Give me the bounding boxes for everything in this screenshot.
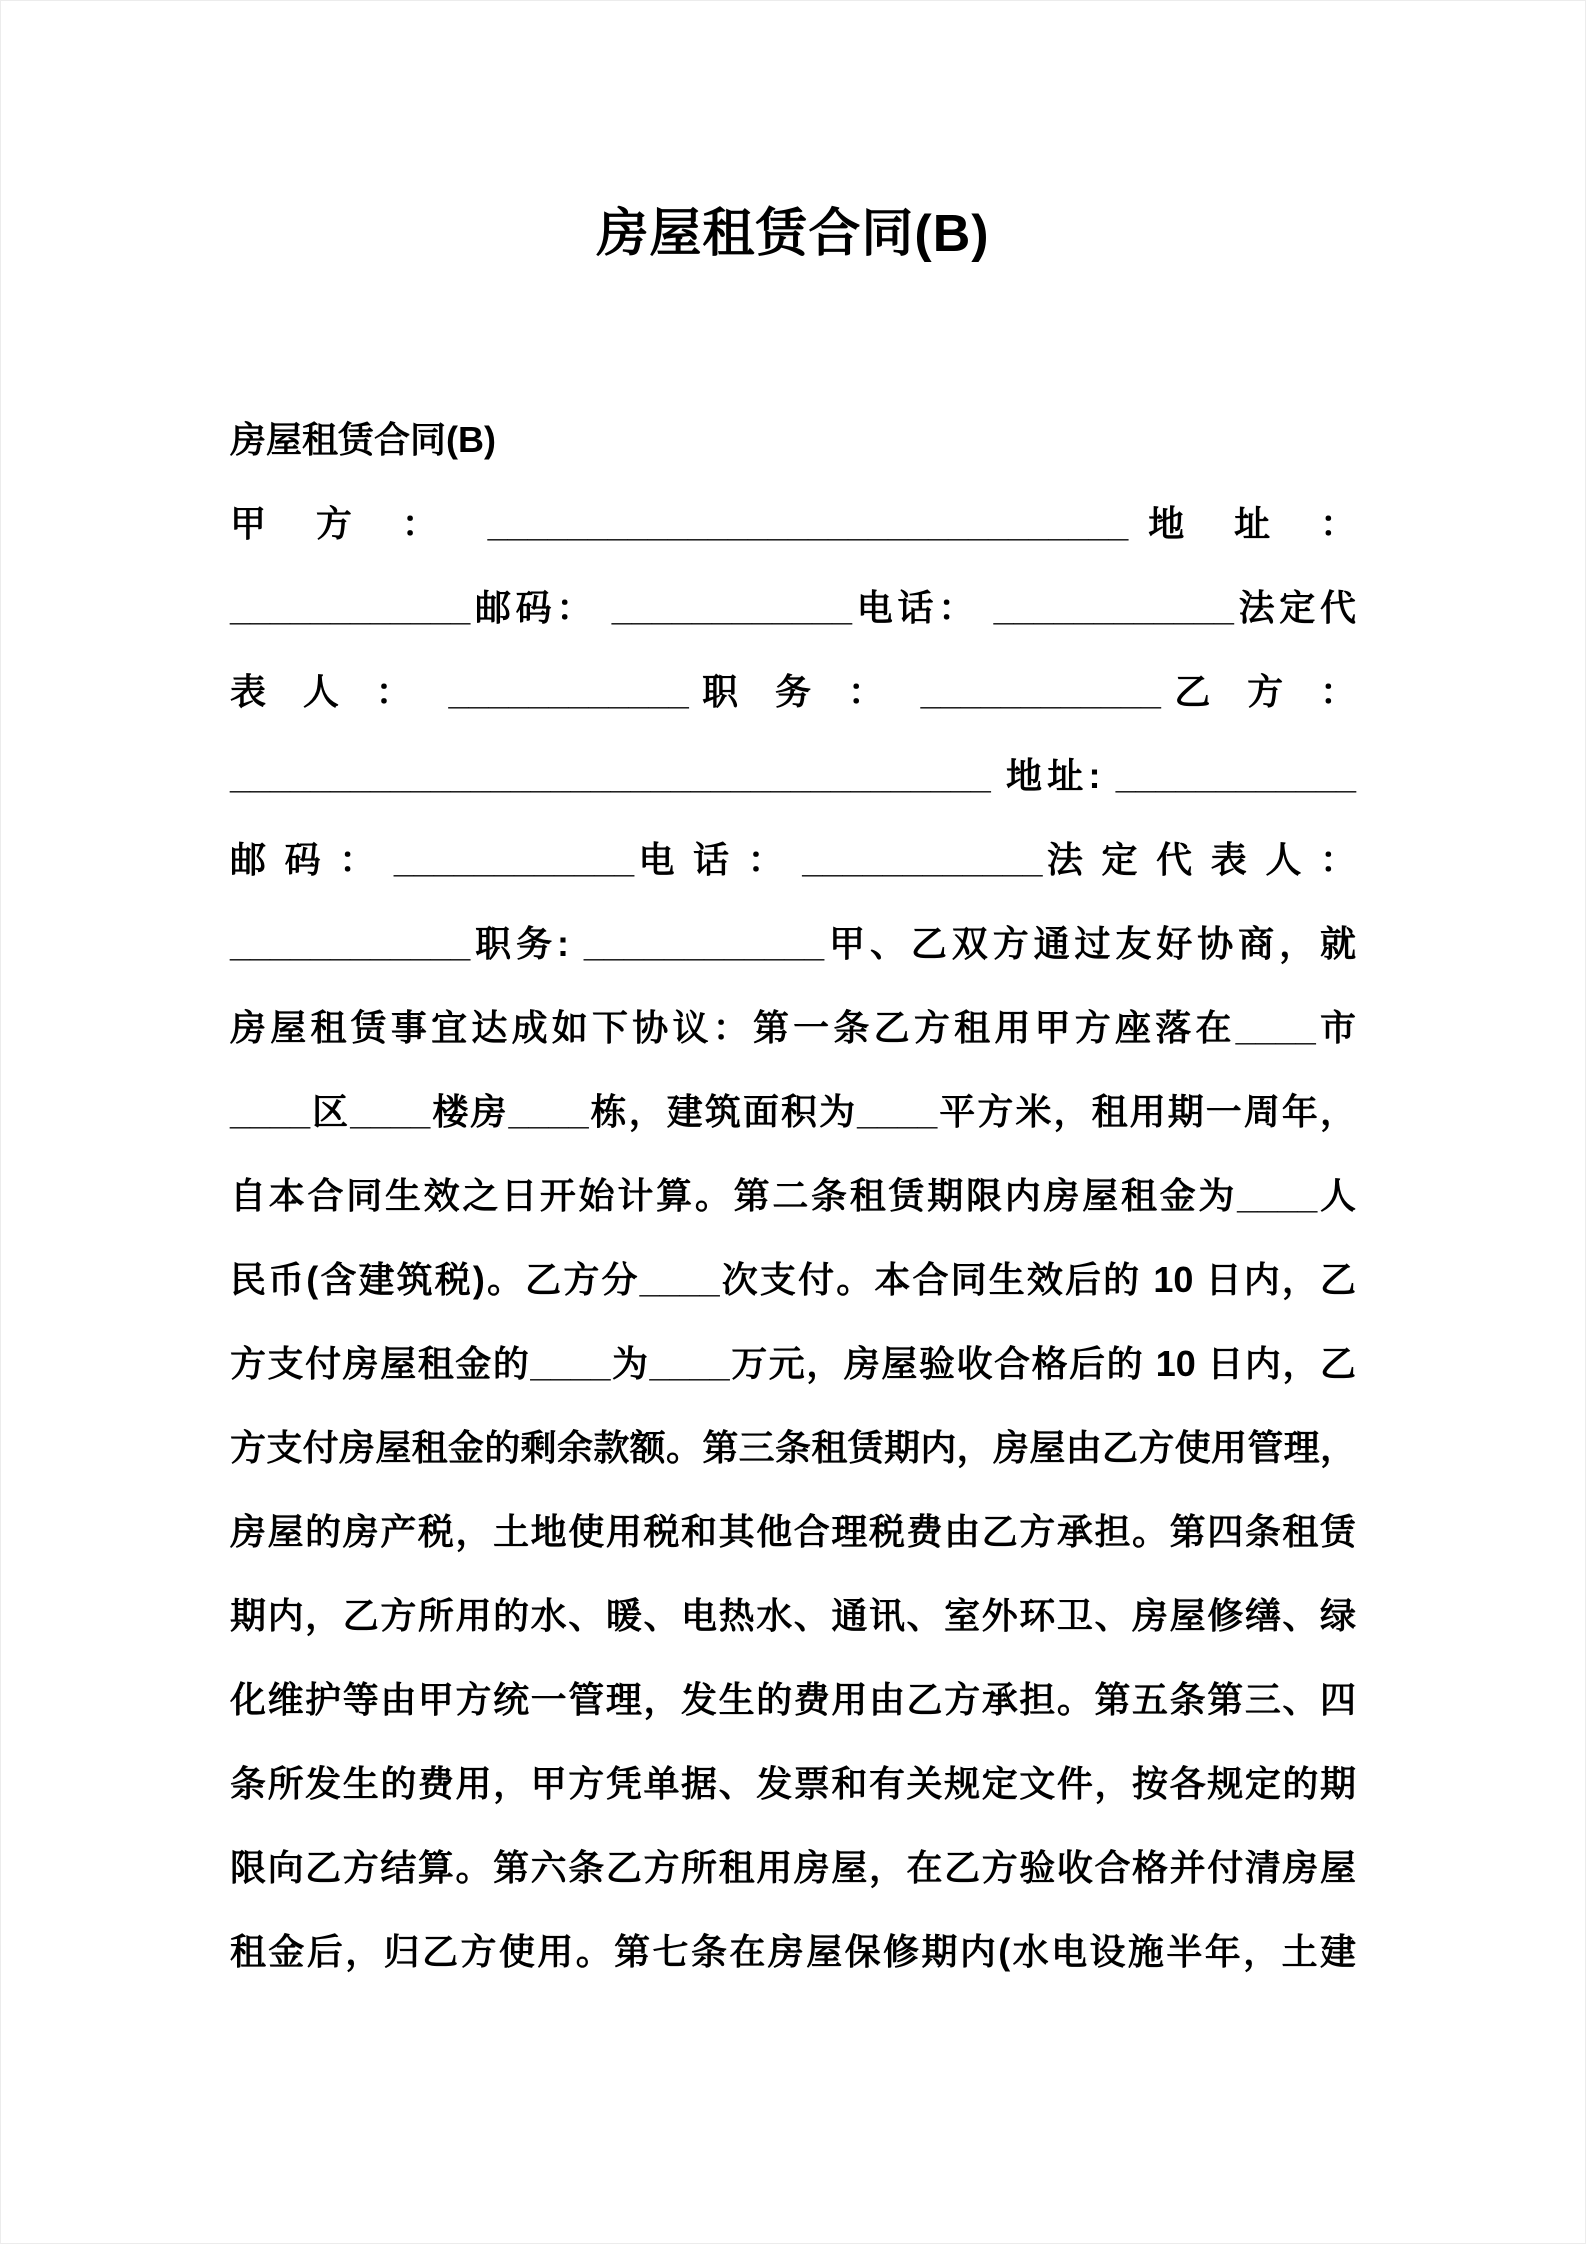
document-line: ____________职务: ____________甲、乙双方通过友好协商，就: [230, 923, 1356, 964]
document-line: 方支付房屋租金的剩余款额。第三条租赁期内，房屋由乙方使用管理，: [230, 1427, 1356, 1468]
document-line: ____________邮码： ____________电话： ____________法定代: [230, 587, 1356, 628]
document-line: 租金后，归乙方使用。第七条在房屋保修期内(水电设施半年，土建: [230, 1931, 1356, 1972]
document-line: 表 人 ： ____________职 务 ： ____________乙 方 ：: [230, 671, 1356, 712]
document-line: 化维护等由甲方统一管理，发生的费用由乙方承担。第五条第三、四: [230, 1679, 1356, 1720]
document-line: 自本合同生效之日开始计算。第二条租赁期限内房屋租金为____人: [230, 1175, 1356, 1216]
document-line: ____区____楼房____栋，建筑面积为____平方米，租用期一周年，: [230, 1091, 1356, 1132]
document-title: 房屋租赁合同(B): [596, 205, 990, 263]
document-line: 条所发生的费用，甲方凭单据、发票和有关规定文件，按各规定的期: [230, 1763, 1356, 1804]
document-line: 民币(含建筑税)。乙方分____次支付。本合同生效后的 10 日内，乙: [230, 1259, 1356, 1300]
document-body: [0, 398, 1586, 1994]
document-line: 方支付房屋租金的____为____万元，房屋验收合格后的 10 日内，乙: [230, 1343, 1356, 1384]
document-line: 房屋租赁合同(B): [230, 419, 496, 460]
document-line: 限向乙方结算。第六条乙方所租用房屋，在乙方验收合格并付清房屋: [230, 1847, 1356, 1888]
document-line: ______________________________________ 地址: ____________: [230, 755, 1356, 796]
document-line: 房屋的房产税，土地使用税和其他合理税费由乙方承担。第四条租赁: [230, 1511, 1356, 1552]
document-line: 房屋租赁事宜达成如下协议：第一条乙方租用甲方座落在____市: [230, 1007, 1356, 1048]
document-line: 期内，乙方所用的水、暖、电热水、通讯、室外环卫、房屋修缮、绿: [230, 1595, 1356, 1636]
document-line: 甲 方 ： ________________________________地 址 ：: [230, 503, 1356, 544]
document-line: 邮 码 ： ____________电 话 ： ____________法 定 代 表 人 ：: [230, 839, 1356, 880]
